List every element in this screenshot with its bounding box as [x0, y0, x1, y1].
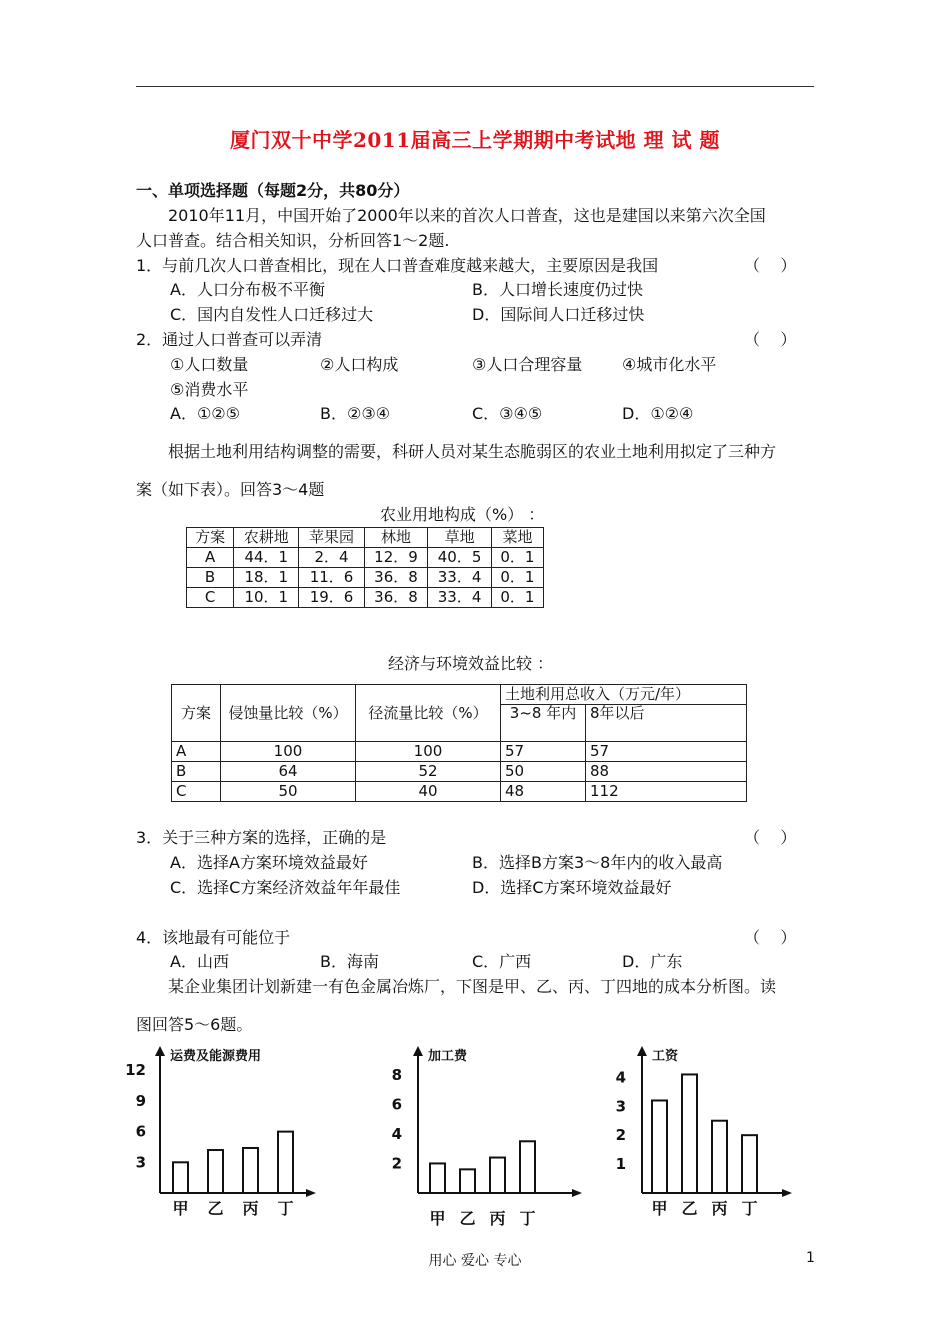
question-2-option-d: D．①②④	[622, 404, 694, 423]
bar-乙	[682, 1074, 697, 1193]
question-4-option-a: A．山西	[170, 952, 229, 971]
table-cell: 36．8	[364, 588, 428, 608]
x-category-label: 丁	[741, 1199, 758, 1218]
table-cell: 52	[356, 762, 501, 782]
question-3-stem: 3．关于三种方案的选择，正确的是	[136, 828, 387, 847]
table-header-cell: 方案	[187, 528, 234, 548]
table-cell: 2．4	[299, 548, 364, 568]
table-cell: 40	[356, 782, 501, 802]
chart-title: 工资	[652, 1049, 679, 1064]
question-2-answer-bracket: （ ）	[744, 330, 797, 349]
table-cell: 40．5	[428, 548, 492, 568]
question-1-stem: 1．与前几次人口普查相比，现在人口普查难度越来越大，主要原因是我国	[136, 256, 659, 275]
table-cell: A	[172, 742, 221, 762]
question-2-option-c: C．③④⑤	[472, 404, 543, 423]
question-3-option-d: D．选择C方案环境效益最好	[472, 878, 672, 897]
table-header-cell: 8年以后	[586, 705, 747, 742]
table-cell: 11．6	[299, 568, 364, 588]
table-header-cell: 径流量比较（%）	[356, 685, 501, 742]
y-tick-label: 1	[615, 1155, 626, 1174]
question-4-option-d: D．广东	[622, 952, 683, 971]
page-footer: 用心 爱心 专心	[428, 1253, 522, 1269]
table-header-cell: 土地利用总收入（万元/年）	[501, 685, 747, 705]
processing-cost-chart	[386, 1040, 586, 1232]
intro-1-line-1: 2010年11月，中国开始了2000年以来的首次人口普查，这也是建国以来第六次全国	[168, 206, 766, 225]
x-category-label: 丁	[277, 1199, 294, 1218]
bar-丙	[490, 1158, 505, 1193]
question-1-option-c: C．国内自发性人口迁移过大	[170, 305, 374, 324]
table-cell: 112	[586, 782, 747, 802]
bar-乙	[208, 1150, 223, 1193]
x-axis-arrow-icon	[782, 1189, 792, 1197]
table-cell: 44．1	[234, 548, 299, 568]
y-tick-label: 12	[125, 1061, 146, 1080]
table-cell: C	[187, 588, 234, 608]
question-4-option-c: C．广西	[472, 952, 532, 971]
y-axis-arrow-icon	[155, 1046, 165, 1056]
y-tick-label: 2	[615, 1126, 626, 1145]
y-tick-label: 9	[135, 1091, 146, 1110]
page-title: 厦门双十中学2011届高三上学期期中考试地 理 试 题	[229, 128, 721, 152]
y-tick-label: 2	[391, 1154, 402, 1173]
table-cell: 36．8	[364, 568, 428, 588]
table-header-row	[187, 528, 544, 548]
section-heading: 一、单项选择题（每题2分，共80分）	[136, 181, 410, 200]
question-4-option-b: B．海南	[320, 952, 379, 971]
table-cell: 64	[221, 762, 356, 782]
x-category-label: 乙	[681, 1199, 698, 1218]
y-axis-arrow-icon	[413, 1046, 423, 1056]
table-header-cell: 侵蚀量比较（%）	[221, 685, 356, 742]
x-category-label: 甲	[651, 1199, 668, 1218]
question-3-option-a: A．选择A方案环境效益最好	[170, 853, 368, 872]
x-axis-arrow-icon	[306, 1189, 316, 1197]
intro-3-line-2: 图回答5～6题。	[136, 1015, 253, 1034]
transport-energy-cost-chart	[125, 1040, 320, 1225]
chart-title: 加工费	[428, 1049, 468, 1064]
intro-2-line-1: 根据土地利用结构调整的需要，科研人员对某生态脆弱区的农业土地利用拟定了三种方	[168, 442, 777, 461]
x-category-label: 乙	[459, 1209, 476, 1228]
table-2-caption: 经济与环境效益比较 ：	[388, 654, 554, 673]
table-cell: 50	[501, 762, 586, 782]
table-header-cell: 林地	[364, 528, 428, 548]
x-category-label: 丙	[489, 1209, 506, 1228]
bar-甲	[652, 1100, 667, 1193]
question-2-item-3: ③人口合理容量	[472, 355, 583, 374]
table-cell: 100	[356, 742, 501, 762]
table-row	[172, 762, 747, 782]
table-cell: B	[172, 762, 221, 782]
question-3-option-b: B．选择B方案3～8年内的收入最高	[472, 853, 723, 872]
table-cell: 0．1	[491, 568, 543, 588]
wage-cost-chart	[612, 1040, 794, 1225]
table-cell: 57	[501, 742, 586, 762]
table-header-cell: 菜地	[491, 528, 543, 548]
question-4-stem: 4．该地最有可能位于	[136, 928, 291, 947]
table-cell: 88	[586, 762, 747, 782]
table-cell: 19．6	[299, 588, 364, 608]
table-header-cell: 草地	[428, 528, 492, 548]
question-2-option-a: A．①②⑤	[170, 404, 240, 423]
table-cell: 0．1	[491, 548, 543, 568]
table-header-cell: 方案	[172, 685, 221, 742]
table-header-row	[172, 685, 747, 705]
land-use-table	[186, 527, 544, 608]
table-row	[187, 548, 544, 568]
question-2-option-b: B．②③④	[320, 404, 391, 423]
x-category-label: 乙	[207, 1199, 224, 1218]
question-2-stem: 2．通过人口普查可以弄清	[136, 330, 323, 349]
bar-丙	[243, 1148, 258, 1193]
x-category-label: 丁	[519, 1209, 536, 1228]
question-1-option-a: A．人口分布极不平衡	[170, 280, 325, 299]
intro-2-line-2: 案（如下表）。回答3～4题	[136, 480, 325, 499]
question-2-item-4: ④城市化水平	[622, 355, 717, 374]
y-tick-label: 8	[391, 1065, 402, 1084]
table-cell: 100	[221, 742, 356, 762]
question-2-item-2: ②人口构成	[320, 355, 399, 374]
intro-1-line-2: 人口普查。结合相关知识，分析回答1～2题.	[136, 231, 450, 250]
table-cell: C	[172, 782, 221, 802]
table-cell: 33．4	[428, 588, 492, 608]
y-tick-label: 3	[615, 1097, 626, 1116]
bar-丁	[278, 1132, 293, 1193]
question-1-answer-bracket: （ ）	[744, 256, 797, 275]
bar-甲	[173, 1162, 188, 1193]
table-cell: 50	[221, 782, 356, 802]
table-cell: 57	[586, 742, 747, 762]
benefit-comparison-table	[171, 684, 747, 802]
x-category-label: 甲	[429, 1209, 446, 1228]
table-row	[172, 782, 747, 802]
bar-甲	[430, 1163, 445, 1193]
question-3-answer-bracket: （ ）	[744, 828, 797, 847]
chart-title: 运费及能源费用	[170, 1049, 262, 1064]
table-cell: 18．1	[234, 568, 299, 588]
intro-3-line-1: 某企业集团计划新建一有色金属冶炼厂，下图是甲、乙、丙、丁四地的成本分析图。读	[168, 977, 777, 996]
table-cell: A	[187, 548, 234, 568]
bar-乙	[460, 1169, 475, 1193]
bar-丁	[520, 1141, 535, 1193]
question-4-answer-bracket: （ ）	[744, 928, 797, 947]
table-cell: 48	[501, 782, 586, 802]
bar-丁	[742, 1135, 757, 1193]
y-tick-label: 4	[391, 1124, 402, 1143]
question-2-item-5: ⑤消费水平	[170, 380, 249, 399]
table-header-cell: 苹果园	[299, 528, 364, 548]
table-cell: 10．1	[234, 588, 299, 608]
y-axis-arrow-icon	[637, 1046, 647, 1056]
table-1-caption: 农业用地构成（%） ：	[380, 505, 545, 524]
table-row	[172, 742, 747, 762]
y-tick-label: 4	[615, 1068, 626, 1087]
question-1-option-d: D．国际间人口迁移过快	[472, 305, 645, 324]
table-cell: B	[187, 568, 234, 588]
table-cell: 12．9	[364, 548, 428, 568]
y-tick-label: 3	[135, 1153, 146, 1172]
table-header-cell: 3~8 年内	[501, 705, 586, 742]
x-category-label: 丙	[242, 1199, 259, 1218]
question-2-item-1: ①人口数量	[170, 355, 249, 374]
question-1-option-b: B．人口增长速度仍过快	[472, 280, 643, 299]
x-category-label: 丙	[711, 1199, 728, 1218]
y-tick-label: 6	[391, 1095, 402, 1114]
x-category-label: 甲	[172, 1199, 189, 1218]
bar-丙	[712, 1121, 727, 1193]
table-cell: 33．4	[428, 568, 492, 588]
table-row	[187, 588, 544, 608]
header-rule	[136, 86, 814, 87]
table-cell: 0．1	[491, 588, 543, 608]
page-number: 1	[806, 1250, 815, 1266]
x-axis-arrow-icon	[572, 1189, 582, 1197]
y-tick-label: 6	[135, 1122, 146, 1141]
table-row	[187, 568, 544, 588]
table-header-cell: 农耕地	[234, 528, 299, 548]
question-3-option-c: C．选择C方案经济效益年年最佳	[170, 878, 401, 897]
